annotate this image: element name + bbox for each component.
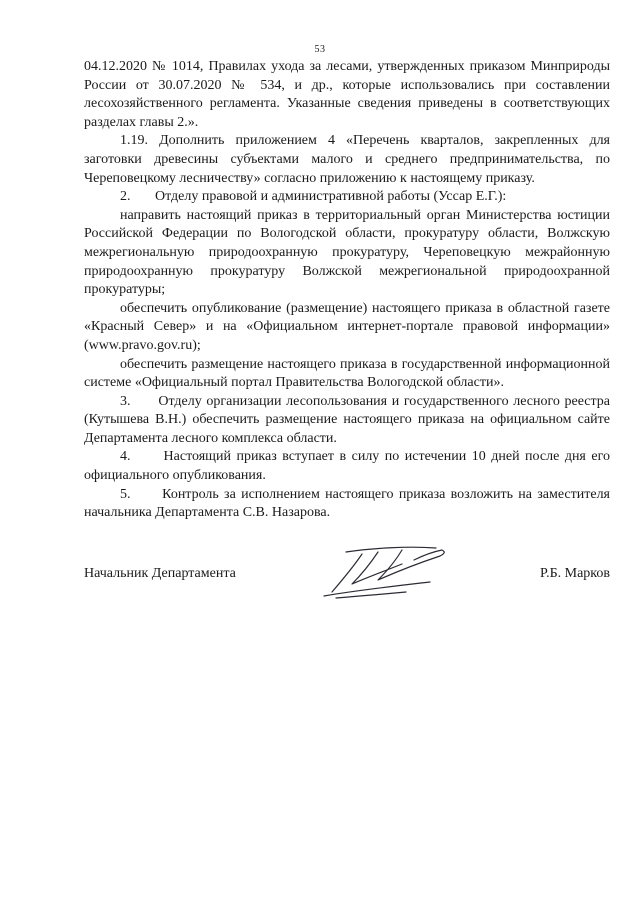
paragraph-publish-order: обеспечить опубликование (размещение) настоящего приказа в областной газете «Красный Север» и на «Официальном интернет-портале правовой информации» (www.pravo.gov.ru); bbox=[84, 300, 610, 353]
signer-title: Начальник Департамента bbox=[84, 566, 236, 581]
signer-name: Р.Б. Марков bbox=[540, 566, 610, 581]
paragraph-item-2: 2. Отделу правовой и административной работы (Уссар Е.Г.): bbox=[120, 189, 507, 205]
paragraph-send-order: направить настоящий приказ в территориальный орган Министерства юстиции Российской Федерации по Вологодской области, прокуратуру области, Волжскую межрегиональную природоохранную прокуратуру, Череповецкую межрайонную природоохранную прокуратуру Волжской межрегиональной природоохранной прокуратуры; bbox=[84, 207, 610, 298]
paragraph-item-5: 5. Контроль за исполнением настоящего приказа возложить на заместителя начальника Департамента С.В. Назарова. bbox=[84, 486, 610, 521]
document-body bbox=[84, 58, 610, 523]
paragraph-continuation: 04.12.2020 № 1014, Правилах ухода за лесами, утвержденных приказом Минприроды России от 30.07.2020 № 534, и др., которые использовались при составлении лесохозяйственного регламента. Указанные сведения приведены в соответствующих разделах главы 2.». bbox=[84, 59, 610, 130]
page-number: 53 bbox=[314, 44, 326, 55]
paragraph-item-4: 4. Настоящий приказ вступает в силу по истечении 10 дней после дня его официального опубликования. bbox=[84, 449, 610, 484]
paragraph-item-3: 3. Отделу организации лесопользования и государственного лесного реестра (Кутышева В.Н.) обеспечить размещение настоящего приказа на официальном сайте Департамента лесного комплекса области. bbox=[84, 393, 610, 446]
handwritten-signature bbox=[318, 538, 458, 602]
paragraph-place-order: обеспечить размещение настоящего приказа в государственной информационной системе «Официальный портал Правительства Вологодской области». bbox=[84, 356, 610, 391]
paragraph-item-1-19: 1.19. Дополнить приложением 4 «Перечень кварталов, закрепленных для заготовки древесины субъектами малого и среднего предпринимательства, по Череповецкому лесничеству» согласно приложению к настоящему приказу. bbox=[84, 133, 610, 186]
